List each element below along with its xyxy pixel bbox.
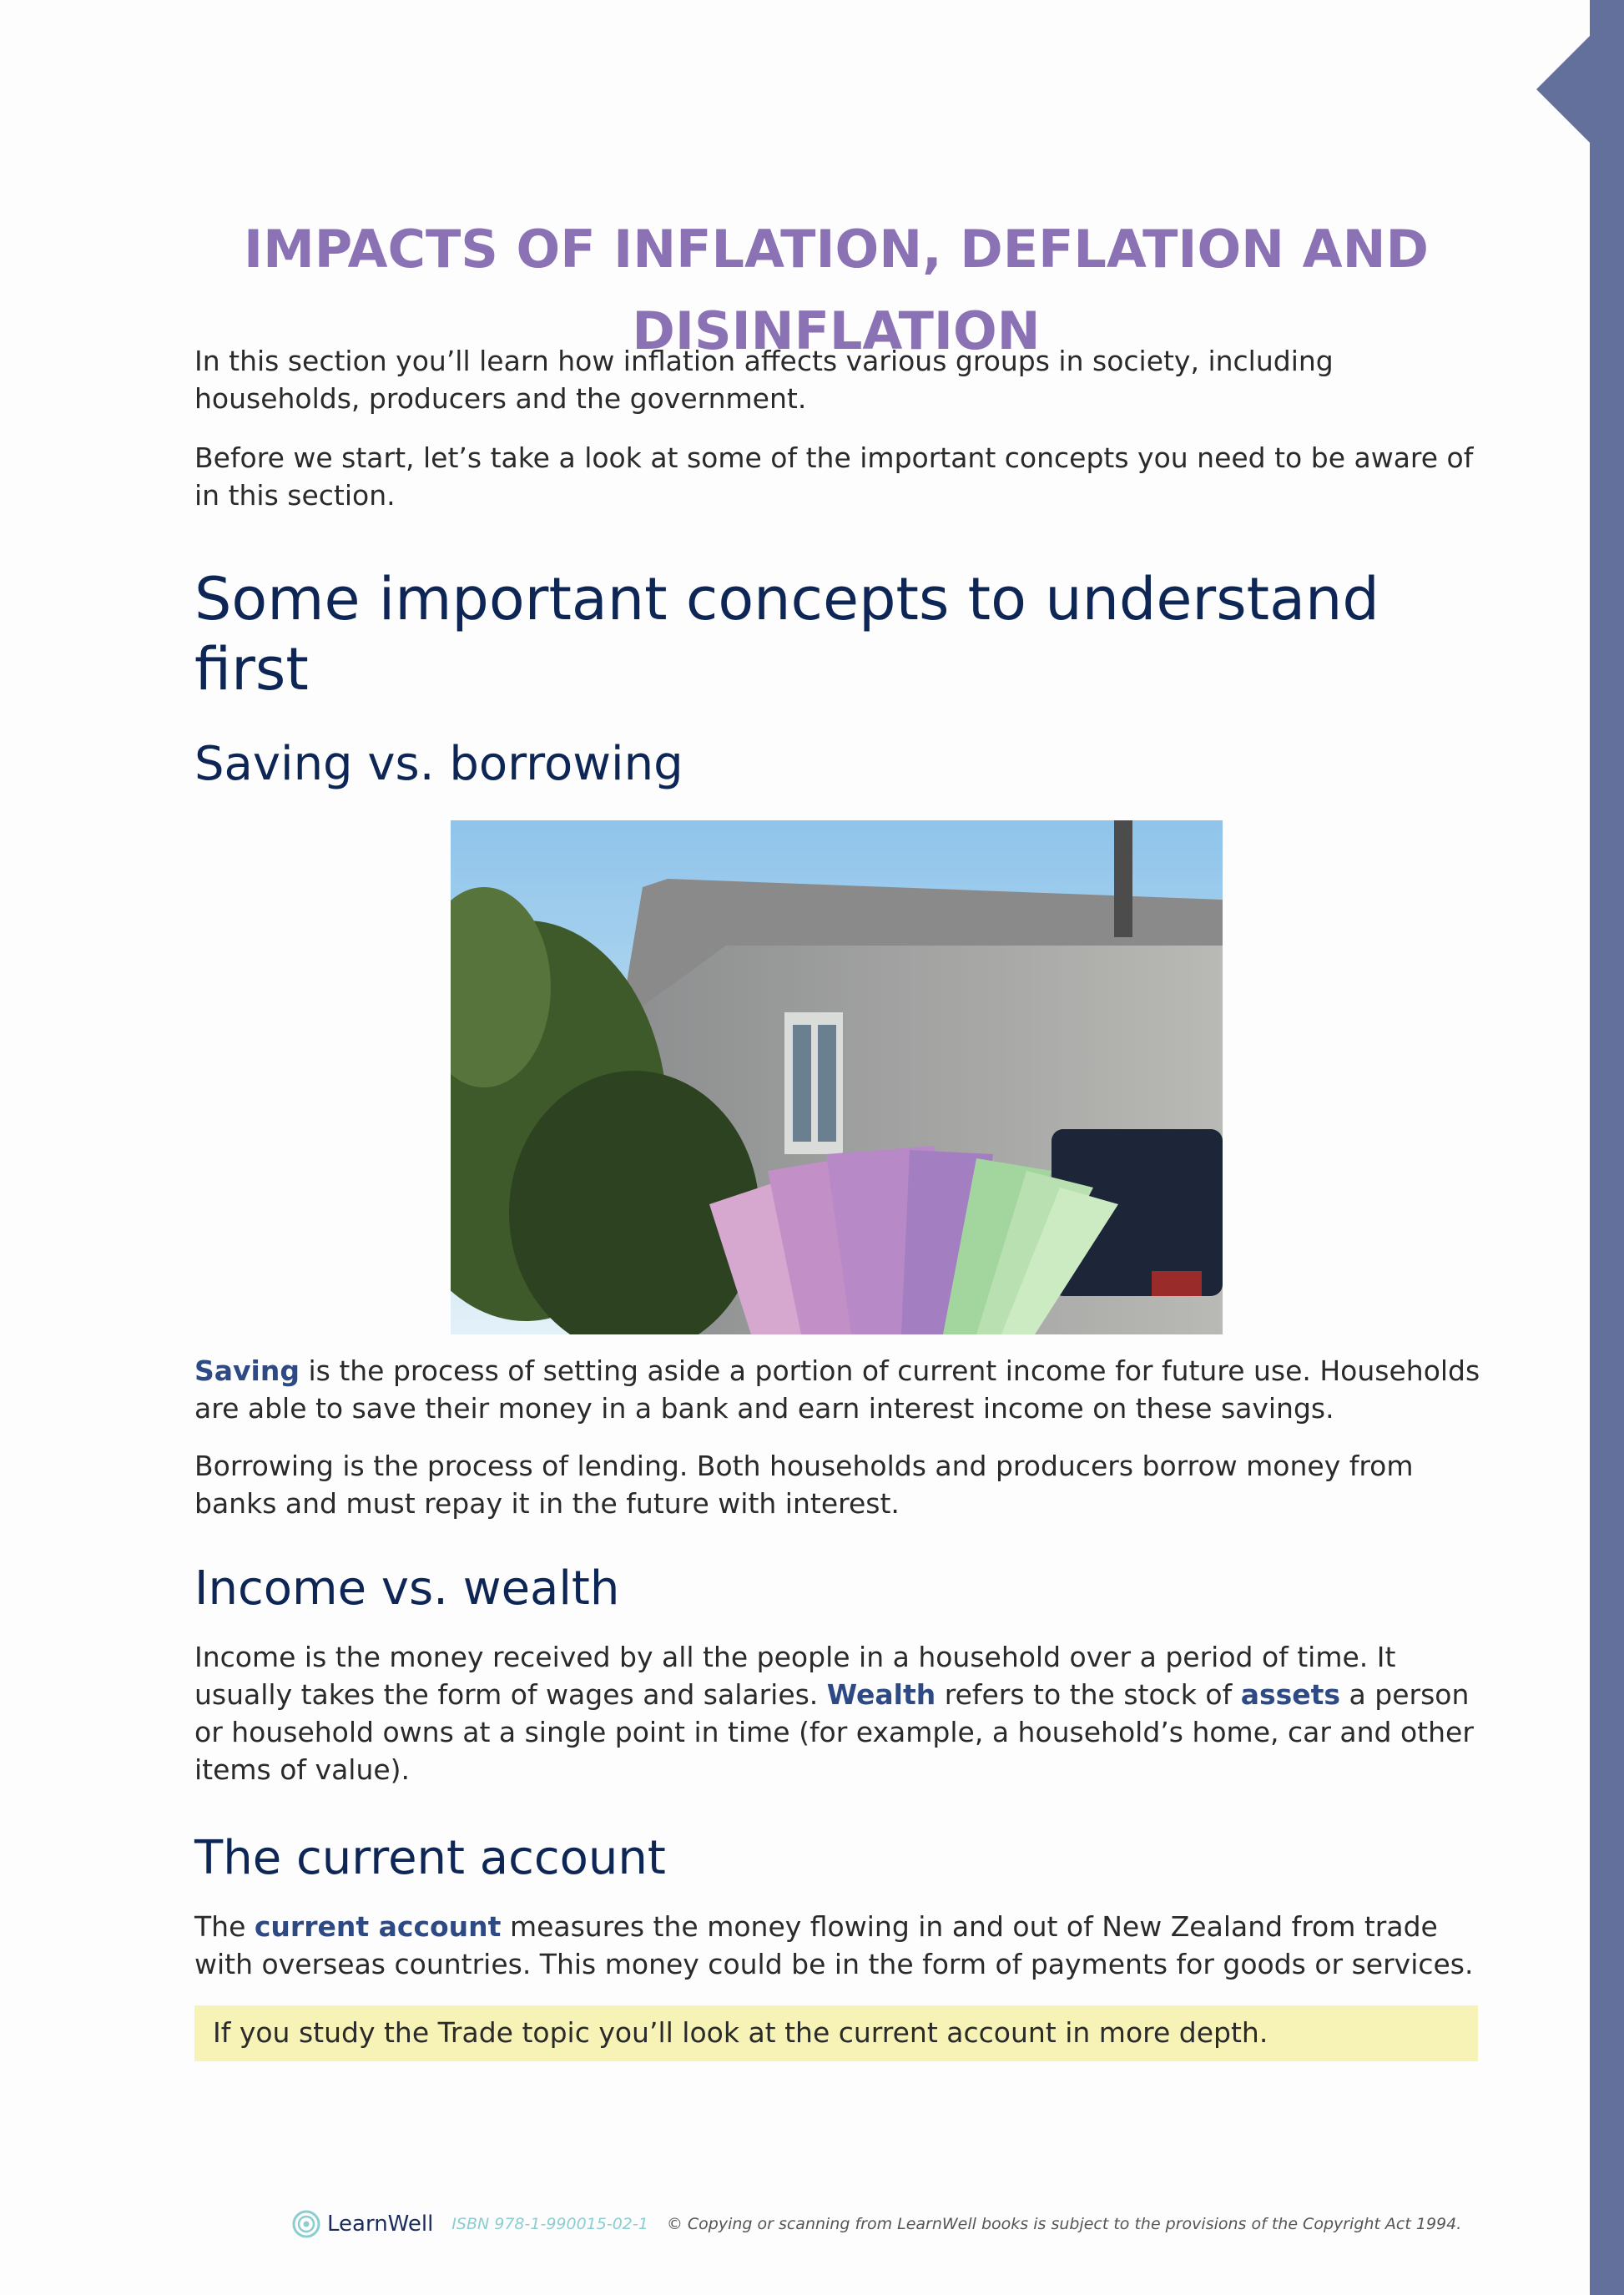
copyright-notice: © Copying or scanning from LearnWell books is subject to the provisions of the Copyright Act 1994. — [666, 2215, 1462, 2233]
footer — [292, 2207, 1461, 2241]
income-paragraph — [194, 1638, 1484, 1788]
intro-paragraph-1: In this section you’ll learn how inflation affects various groups in society, including households, producers and the government. — [194, 345, 1334, 415]
isbn: ISBN 978-1-990015-02-1 — [451, 2215, 648, 2233]
side-bar — [1590, 0, 1624, 2295]
saving-heading: Saving vs. borrowing — [194, 737, 683, 791]
income-text-c: a person or household owns at a single point in time (for example, a household’s home, car and other items of value). — [194, 1678, 1474, 1786]
spiral-icon — [292, 2209, 320, 2239]
note-box — [194, 2005, 1478, 2061]
current-account-paragraph — [194, 1908, 1484, 1983]
keyword-wealth[interactable]: Wealth — [826, 1678, 936, 1711]
learnwell-logo — [292, 2209, 433, 2239]
side-tab-marker — [1536, 36, 1590, 143]
intro-paragraph-2: Before we start, let’s take a look at some of the important concepts you need to be aware of in this section. — [194, 441, 1474, 512]
saving-text: is the process of setting aside a portion of current income for future use. Households are able to save their money in a bank and earn interest income on these savings. — [194, 1354, 1480, 1425]
income-text-a: Income is the money received by all the people in a household over a period of time. It usually takes the form of wages and salaries. — [194, 1641, 1396, 1711]
ca-text-b: measures the money flowing in and out of New Zealand from trade with overseas countries. This money could be in the form of payments for goods or services. — [194, 1910, 1474, 1980]
house-money-photo — [451, 820, 1223, 1334]
income-heading: Income vs. wealth — [194, 1561, 620, 1616]
keyword-saving[interactable]: Saving — [194, 1354, 300, 1387]
page-title-line2: DISINFLATION — [632, 300, 1041, 361]
borrowing-paragraph: Borrowing is the process of lending. Both households and producers borrow money from banks and must repay it in the future with interest. — [194, 1450, 1414, 1520]
keyword-assets[interactable]: assets — [1240, 1678, 1341, 1711]
current-account-heading: The current account — [194, 1831, 666, 1885]
note-text: If you study the Trade topic you’ll look at the current account in more depth. — [213, 2016, 1268, 2049]
saving-paragraph — [194, 1352, 1484, 1427]
income-text-b: refers to the stock of — [936, 1678, 1241, 1711]
brand-name: LearnWell — [327, 2212, 434, 2237]
concepts-heading: Some important concepts to understand first — [194, 565, 1379, 704]
keyword-current-account[interactable]: current account — [254, 1910, 502, 1943]
page-title-line1: IMPACTS OF INFLATION, DEFLATION AND — [244, 218, 1429, 280]
ca-text-a: The — [194, 1910, 255, 1943]
